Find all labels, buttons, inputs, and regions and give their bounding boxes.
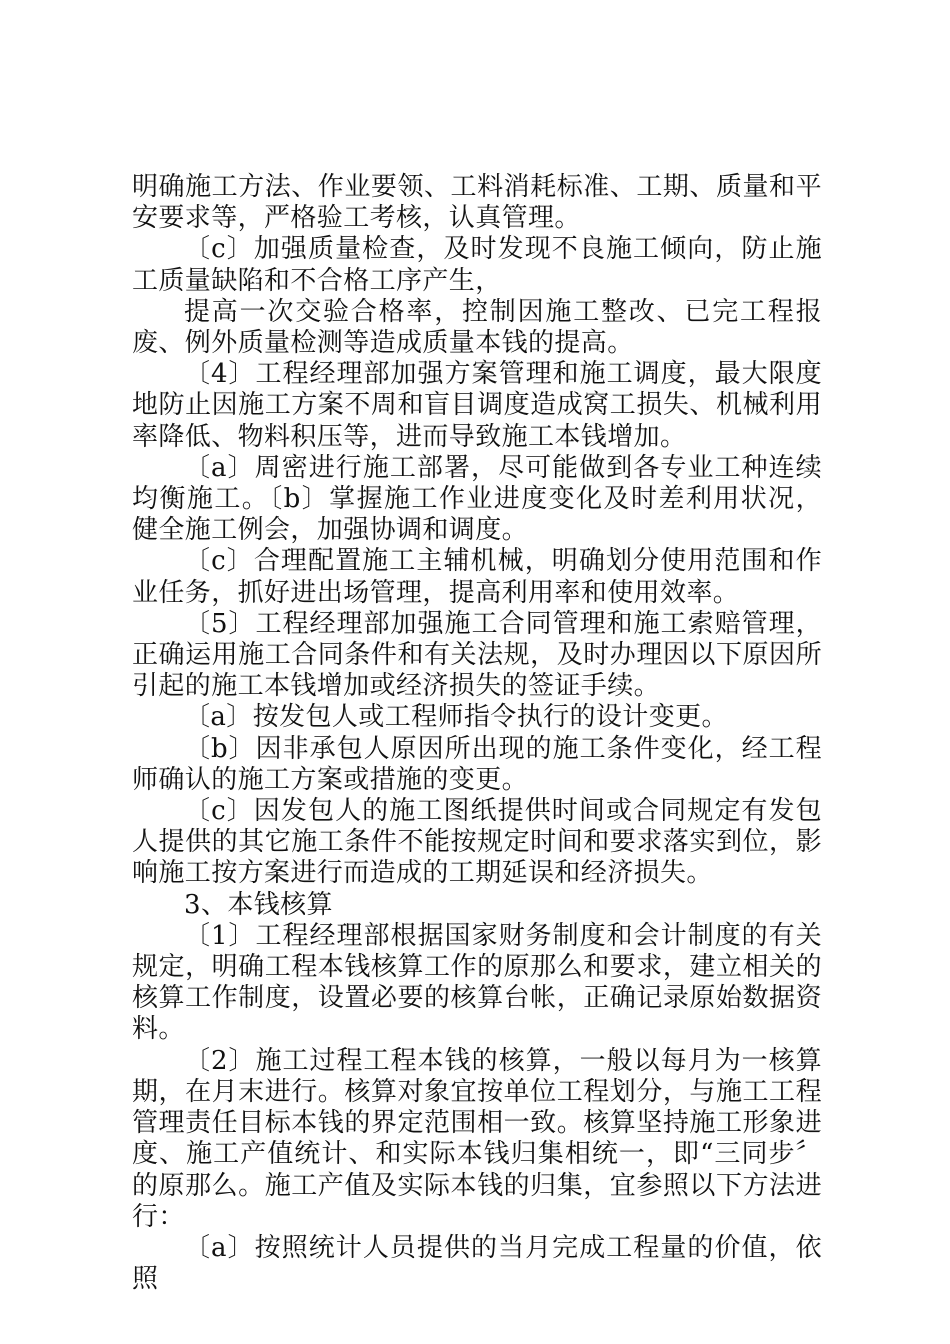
paragraph: 〔2〕施工过程工程本钱的核算，一般以每月为一核算期，在月末进行。核算对象宜按单位工程划分，与施工工程管理责任目标本钱的界定范围相一致。核算坚持施工形象进度、施工产值统计、和实际本钱归集相统一，即“三同步〞的原那么。施工产值及实际本钱的归集，宜参照以下方法进行：	[132, 1045, 822, 1232]
paragraph: 〔4〕工程经理部加强方案管理和施工调度，最大限度地防止因施工方案不周和盲目调度造成窝工损失、机械利用率降低、物料积压等，进而导致施工本钱增加。	[132, 359, 822, 452]
paragraph: 〔c〕合理配置施工主辅机械，明确划分使用范围和作业任务，抓好进出场管理，提高利用率和使用效率。	[132, 546, 822, 608]
paragraph: 〔1〕工程经理部根据国家财务制度和会计制度的有关规定，明确工程本钱核算工作的原那么和要求，建立相关的核算工作制度，设置必要的核算台帐，正确记录原始数据资料。	[132, 920, 822, 1045]
paragraph: 〔5〕工程经理部加强施工合同管理和施工索赔管理，正确运用施工合同条件和有关法规，及时办理因以下原因所引起的施工本钱增加或经济损失的签证手续。	[132, 608, 822, 702]
paragraph: 〔c〕因发包人的施工图纸提供时间或合同规定有发包人提供的其它施工条件不能按规定时间和要求落实到位，影响施工按方案进行而造成的工期延误和经济损失。	[132, 796, 822, 889]
paragraph: 〔a〕按照统计人员提供的当月完成工程量的价值，依照	[132, 1232, 822, 1295]
paragraph: 〔b〕因非承包人原因所出现的施工条件变化，经工程师确认的施工方案或措施的变更。	[132, 733, 822, 795]
paragraph: 提高一次交验合格率，控制因施工整改、已完工程报废、例外质量检测等造成质量本钱的提高。	[132, 296, 822, 359]
document-body	[132, 172, 822, 1295]
section-heading: 3、本钱核算	[184, 889, 333, 920]
paragraph: 〔a〕周密进行施工部署，尽可能做到各专业工种连续均衡施工。〔b〕掌握施工作业进度变化及时差利用状况，健全施工例会，加强协调和调度。	[132, 452, 822, 546]
paragraph: 〔c〕加强质量检查，及时发现不良施工倾向，防止施工质量缺陷和不合格工序产生，	[132, 234, 822, 296]
paragraph: 明确施工方法、作业要领、工料消耗标准、工期、质量和平安要求等，严格验工考核，认真管理。	[132, 172, 822, 234]
paragraph: 〔a〕按发包人或工程师指令执行的设计变更。	[184, 702, 728, 733]
